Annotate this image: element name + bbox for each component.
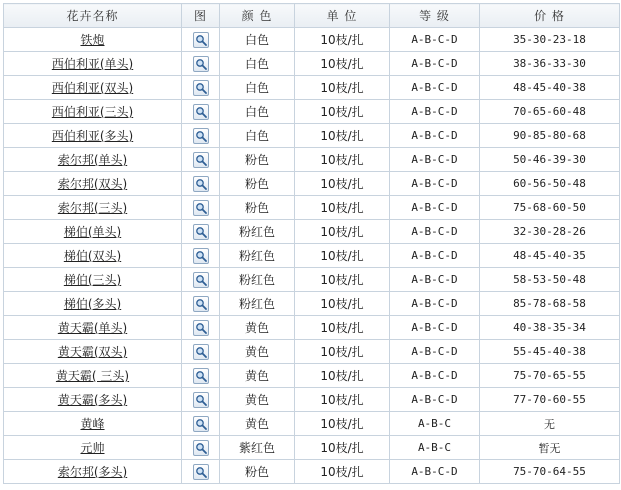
unit-cell: 10枝/扎 (295, 220, 390, 244)
color-cell: 白色 (220, 76, 295, 100)
grade-cell: A-B-C-D (390, 148, 480, 172)
image-cell (182, 124, 220, 148)
unit-cell: 10枝/扎 (295, 172, 390, 196)
magnifier-icon[interactable] (193, 224, 209, 240)
image-cell (182, 196, 220, 220)
grade-cell: A-B-C-D (390, 76, 480, 100)
unit-cell: 10枝/扎 (295, 460, 390, 484)
table-row (4, 76, 620, 100)
unit-cell: 10枝/扎 (295, 268, 390, 292)
color-cell: 粉色 (220, 460, 295, 484)
magnifier-icon[interactable] (193, 104, 209, 120)
image-cell (182, 172, 220, 196)
flower-name-link[interactable]: 铁炮 (80, 33, 105, 47)
image-cell (182, 292, 220, 316)
name-cell (4, 316, 182, 340)
price-cell: 75-70-64-55 (480, 460, 620, 484)
name-cell (4, 436, 182, 460)
flower-name-link[interactable]: 黄天霸(单头) (57, 321, 128, 335)
table-row (4, 340, 620, 364)
flower-name-link[interactable]: 梯伯(多头) (63, 297, 122, 311)
magnifier-icon[interactable] (193, 152, 209, 168)
flower-name-link[interactable]: 梯伯(单头) (63, 225, 122, 239)
magnifier-icon[interactable] (193, 320, 209, 336)
table-row (4, 124, 620, 148)
price-cell: 35-30-23-18 (480, 28, 620, 52)
magnifier-icon[interactable] (193, 440, 209, 456)
unit-cell: 10枝/扎 (295, 388, 390, 412)
color-cell: 白色 (220, 28, 295, 52)
image-cell (182, 388, 220, 412)
price-cell: 75-70-65-55 (480, 364, 620, 388)
image-cell (182, 436, 220, 460)
name-cell (4, 340, 182, 364)
name-cell (4, 52, 182, 76)
grade-cell: A-B-C (390, 436, 480, 460)
image-cell (182, 340, 220, 364)
image-cell (182, 244, 220, 268)
image-cell (182, 412, 220, 436)
color-cell: 白色 (220, 100, 295, 124)
image-cell (182, 316, 220, 340)
name-cell (4, 364, 182, 388)
name-cell (4, 100, 182, 124)
magnifier-icon[interactable] (193, 80, 209, 96)
name-cell (4, 220, 182, 244)
table-row (4, 100, 620, 124)
name-cell (4, 412, 182, 436)
price-cell: 77-70-60-55 (480, 388, 620, 412)
header-unit: 单 位 (295, 4, 390, 28)
grade-cell: A-B-C-D (390, 340, 480, 364)
color-cell: 黄色 (220, 388, 295, 412)
magnifier-icon[interactable] (193, 416, 209, 432)
color-cell: 粉色 (220, 148, 295, 172)
header-image: 图 (182, 4, 220, 28)
image-cell (182, 364, 220, 388)
price-cell: 50-46-39-30 (480, 148, 620, 172)
header-color: 颜 色 (220, 4, 295, 28)
price-cell: 85-78-68-58 (480, 292, 620, 316)
table-row (4, 148, 620, 172)
image-cell (182, 28, 220, 52)
price-cell: 48-45-40-35 (480, 244, 620, 268)
color-cell: 粉色 (220, 172, 295, 196)
color-cell: 黄色 (220, 364, 295, 388)
header-grade: 等 级 (390, 4, 480, 28)
unit-cell: 10枝/扎 (295, 76, 390, 100)
flower-name-link[interactable]: 黄天霸(多头) (57, 393, 128, 407)
grade-cell: A-B-C-D (390, 220, 480, 244)
table-row (4, 220, 620, 244)
price-cell: 无 (480, 412, 620, 436)
grade-cell: A-B-C-D (390, 316, 480, 340)
name-cell (4, 148, 182, 172)
flower-price-table (3, 3, 620, 484)
flower-name-link[interactable]: 西伯利亚(双头) (51, 81, 134, 95)
grade-cell: A-B-C-D (390, 460, 480, 484)
grade-cell: A-B-C-D (390, 100, 480, 124)
name-cell (4, 268, 182, 292)
magnifier-icon[interactable] (193, 248, 209, 264)
magnifier-icon[interactable] (193, 344, 209, 360)
grade-cell: A-B-C-D (390, 388, 480, 412)
magnifier-icon[interactable] (193, 200, 209, 216)
grade-cell: A-B-C-D (390, 28, 480, 52)
magnifier-icon[interactable] (193, 272, 209, 288)
table-row (4, 172, 620, 196)
table-header-row (4, 4, 620, 28)
magnifier-icon[interactable] (193, 368, 209, 384)
flower-name-link[interactable]: 索尔邦(多头) (57, 465, 128, 479)
table-row (4, 436, 620, 460)
flower-name-link[interactable]: 索尔邦(双头) (57, 177, 128, 191)
color-cell: 白色 (220, 52, 295, 76)
flower-name-link[interactable]: 索尔邦(三头) (57, 201, 128, 215)
unit-cell: 10枝/扎 (295, 340, 390, 364)
name-cell (4, 460, 182, 484)
table-row (4, 268, 620, 292)
name-cell (4, 196, 182, 220)
table-body (4, 28, 620, 484)
header-name: 花卉名称 (4, 4, 182, 28)
image-cell (182, 460, 220, 484)
grade-cell: A-B-C-D (390, 268, 480, 292)
grade-cell: A-B-C-D (390, 292, 480, 316)
flower-name-link[interactable]: 梯伯(三头) (63, 273, 122, 287)
unit-cell: 10枝/扎 (295, 436, 390, 460)
price-cell: 40-38-35-34 (480, 316, 620, 340)
color-cell: 白色 (220, 124, 295, 148)
table-row (4, 364, 620, 388)
table-row (4, 460, 620, 484)
color-cell: 黄色 (220, 412, 295, 436)
unit-cell: 10枝/扎 (295, 52, 390, 76)
flower-name-link[interactable]: 黄天霸(双头) (57, 345, 128, 359)
name-cell (4, 172, 182, 196)
price-cell: 75-68-60-50 (480, 196, 620, 220)
name-cell (4, 388, 182, 412)
unit-cell: 10枝/扎 (295, 28, 390, 52)
grade-cell: A-B-C (390, 412, 480, 436)
price-cell: 60-56-50-48 (480, 172, 620, 196)
name-cell (4, 124, 182, 148)
grade-cell: A-B-C-D (390, 52, 480, 76)
image-cell (182, 100, 220, 124)
flower-name-link[interactable]: 黄天霸( 三头) (55, 369, 130, 383)
flower-name-link[interactable]: 梯伯(双头) (63, 249, 122, 263)
table-row (4, 292, 620, 316)
header-price: 价 格 (480, 4, 620, 28)
table-row (4, 412, 620, 436)
price-cell: 暂无 (480, 436, 620, 460)
flower-name-link[interactable]: 元帅 (80, 441, 105, 455)
image-cell (182, 76, 220, 100)
magnifier-icon[interactable] (193, 464, 209, 480)
color-cell: 黄色 (220, 316, 295, 340)
flower-name-link[interactable]: 西伯利亚(多头) (51, 129, 134, 143)
name-cell (4, 244, 182, 268)
unit-cell: 10枝/扎 (295, 292, 390, 316)
table-row (4, 52, 620, 76)
name-cell (4, 292, 182, 316)
image-cell (182, 148, 220, 172)
unit-cell: 10枝/扎 (295, 148, 390, 172)
color-cell: 粉色 (220, 196, 295, 220)
table-row (4, 28, 620, 52)
magnifier-icon[interactable] (193, 32, 209, 48)
unit-cell: 10枝/扎 (295, 412, 390, 436)
magnifier-icon[interactable] (193, 392, 209, 408)
price-cell: 58-53-50-48 (480, 268, 620, 292)
price-cell: 55-45-40-38 (480, 340, 620, 364)
magnifier-icon[interactable] (193, 176, 209, 192)
table-row (4, 196, 620, 220)
magnifier-icon[interactable] (193, 128, 209, 144)
flower-name-link[interactable]: 西伯利亚(单头) (51, 57, 134, 71)
unit-cell: 10枝/扎 (295, 316, 390, 340)
unit-cell: 10枝/扎 (295, 244, 390, 268)
name-cell (4, 28, 182, 52)
flower-name-link[interactable]: 黄峰 (80, 417, 105, 431)
grade-cell: A-B-C-D (390, 124, 480, 148)
color-cell: 粉红色 (220, 244, 295, 268)
name-cell (4, 76, 182, 100)
grade-cell: A-B-C-D (390, 172, 480, 196)
color-cell: 粉红色 (220, 220, 295, 244)
unit-cell: 10枝/扎 (295, 364, 390, 388)
image-cell (182, 220, 220, 244)
image-cell (182, 52, 220, 76)
grade-cell: A-B-C-D (390, 364, 480, 388)
grade-cell: A-B-C-D (390, 244, 480, 268)
grade-cell: A-B-C-D (390, 196, 480, 220)
color-cell: 粉红色 (220, 292, 295, 316)
table-row (4, 244, 620, 268)
flower-name-link[interactable]: 西伯利亚(三头) (51, 105, 134, 119)
unit-cell: 10枝/扎 (295, 196, 390, 220)
image-cell (182, 268, 220, 292)
price-cell: 48-45-40-38 (480, 76, 620, 100)
price-cell: 70-65-60-48 (480, 100, 620, 124)
table-row (4, 316, 620, 340)
price-cell: 90-85-80-68 (480, 124, 620, 148)
flower-name-link[interactable]: 索尔邦(单头) (57, 153, 128, 167)
price-cell: 32-30-28-26 (480, 220, 620, 244)
table-row (4, 388, 620, 412)
color-cell: 粉红色 (220, 268, 295, 292)
unit-cell: 10枝/扎 (295, 100, 390, 124)
color-cell: 紫红色 (220, 436, 295, 460)
magnifier-icon[interactable] (193, 56, 209, 72)
price-cell: 38-36-33-30 (480, 52, 620, 76)
color-cell: 黄色 (220, 340, 295, 364)
unit-cell: 10枝/扎 (295, 124, 390, 148)
magnifier-icon[interactable] (193, 296, 209, 312)
